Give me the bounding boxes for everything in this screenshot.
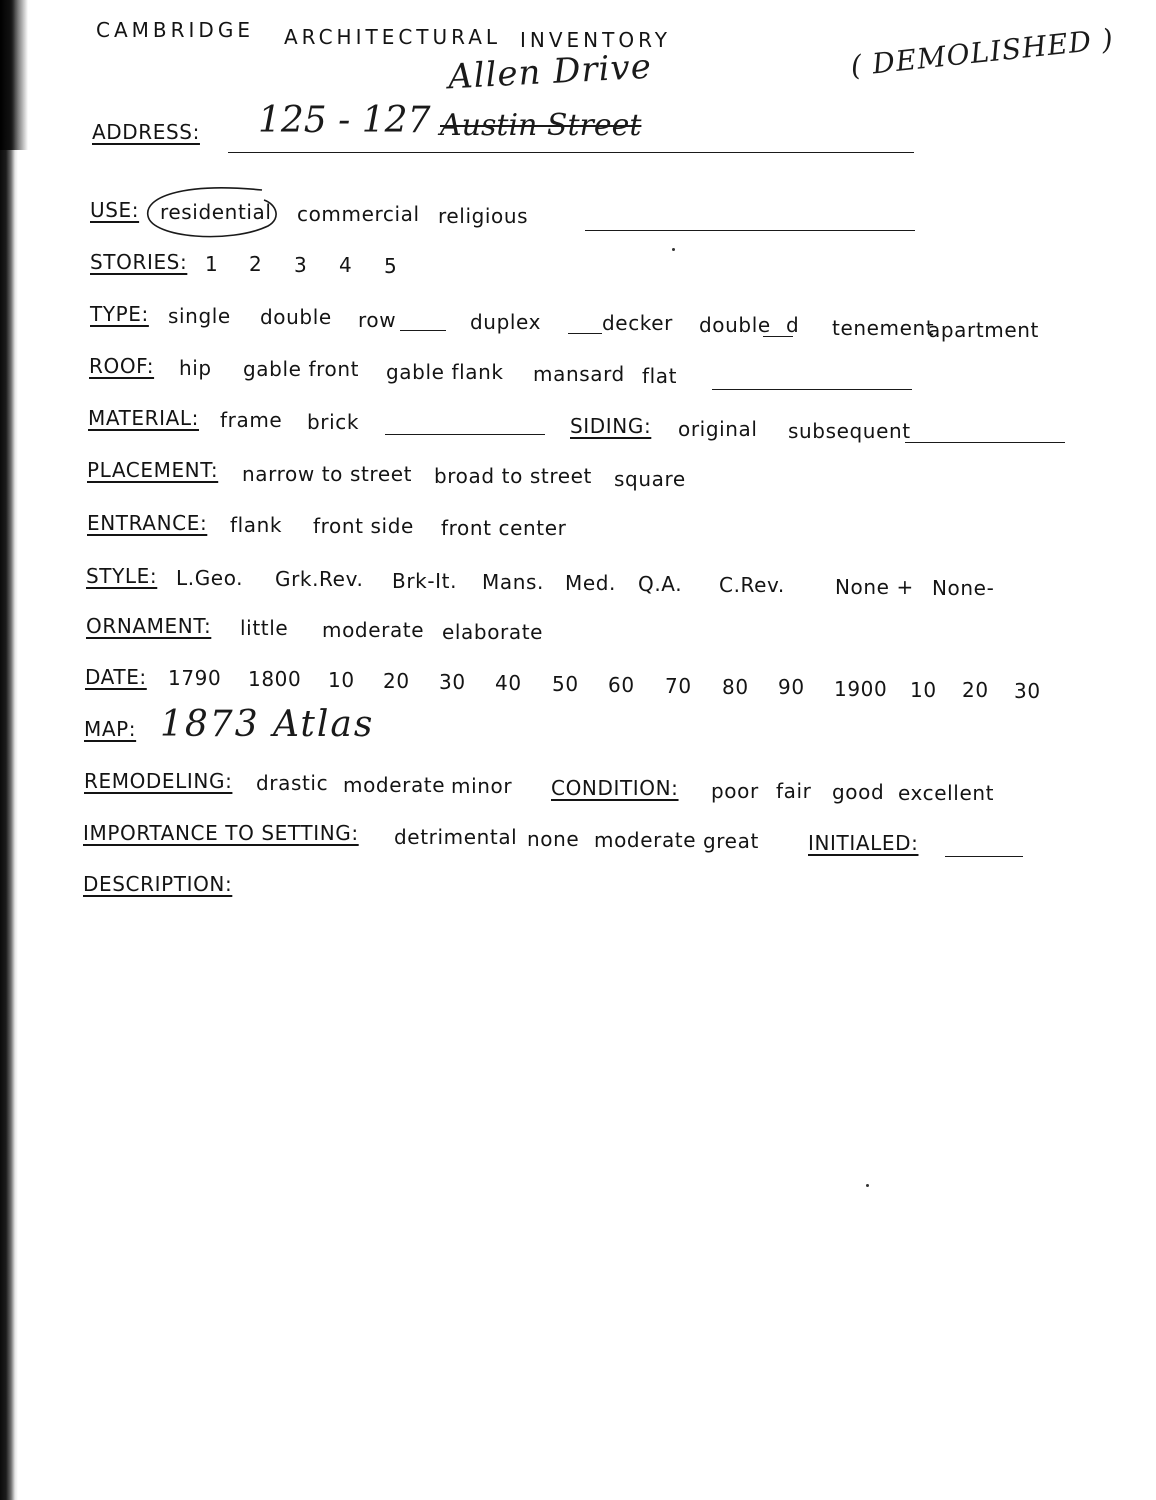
siding-subsequent: subsequent [788, 419, 911, 443]
date-30: 30 [439, 670, 466, 694]
roof-label: ROOF: [89, 354, 155, 378]
address-number-handwritten: 125 - 127 [258, 100, 431, 141]
date-70: 70 [665, 674, 692, 698]
condition-poor: poor [711, 779, 759, 803]
type-duplex: duplex [470, 310, 542, 334]
style-label: STYLE: [86, 564, 158, 588]
placement-narrow: narrow to street [242, 462, 413, 486]
replacement-street-handwritten: Allen Drive [447, 46, 653, 98]
type-apartment: apartment [928, 318, 1039, 342]
type-double-2: double [699, 313, 771, 337]
style-med: Med. [565, 571, 617, 595]
condition-fair: fair [776, 779, 812, 803]
date-1910: 10 [910, 678, 937, 702]
placement-broad: broad to street [434, 464, 592, 488]
style-grkrev: Grk.Rev. [275, 567, 364, 591]
entrance-front-center: front center [441, 516, 567, 540]
roof-flat: flat [642, 364, 678, 388]
stories-3: 3 [294, 253, 308, 277]
remodeling-drastic: drastic [256, 771, 329, 795]
use-label: USE: [90, 198, 140, 222]
header-inventory: INVENTORY [520, 28, 671, 52]
scan-speck [866, 1184, 869, 1187]
roof-hip: hip [179, 356, 212, 380]
style-lgeo: L.Geo. [176, 566, 244, 590]
scan-speck [672, 248, 675, 251]
ornament-little: little [240, 616, 289, 640]
date-20: 20 [383, 669, 410, 693]
style-none-minus: None- [932, 576, 995, 600]
type-label: TYPE: [90, 302, 149, 326]
date-1920: 20 [962, 678, 989, 702]
type-tenement: tenement [832, 316, 935, 340]
ornament-elaborate: elaborate [442, 620, 544, 644]
importance-moderate: moderate [594, 828, 697, 852]
initialed-line [945, 856, 1023, 857]
date-90: 90 [778, 675, 805, 699]
style-qa: Q.A. [638, 572, 683, 596]
material-other-line [385, 434, 545, 435]
entrance-label: ENTRANCE: [87, 511, 208, 535]
demolished-note: ( DEMOLISHED ) [848, 22, 1116, 83]
style-mans: Mans. [482, 570, 544, 594]
residential-circle-mark [140, 182, 282, 244]
siding-other-line [905, 442, 1065, 443]
scan-edge-shadow [0, 0, 18, 1500]
stories-5: 5 [384, 254, 398, 278]
placement-label: PLACEMENT: [87, 458, 219, 482]
entrance-front-side: front side [313, 514, 414, 538]
condition-excellent: excellent [898, 781, 995, 805]
struck-street-handwritten: Austin Street [440, 108, 642, 143]
importance-label: IMPORTANCE TO SETTING: [83, 821, 359, 845]
remodeling-label: REMODELING: [84, 769, 233, 793]
header-cambridge: CAMBRIDGE [96, 18, 254, 42]
importance-great: great [703, 829, 759, 853]
stories-1: 1 [205, 252, 219, 276]
importance-none: none [527, 827, 580, 851]
style-none-plus: None + [835, 575, 914, 599]
type-double: double [260, 305, 332, 329]
use-other-line [585, 230, 915, 231]
address-label: ADDRESS: [92, 120, 200, 144]
scan-edge-shadow-top [0, 0, 40, 150]
stories-4: 4 [339, 253, 353, 277]
map-label: MAP: [84, 717, 137, 741]
ornament-moderate: moderate [322, 618, 425, 642]
roof-gable-flank: gable flank [386, 360, 504, 384]
initialed-label: INITIALED: [808, 831, 919, 855]
condition-label: CONDITION: [551, 776, 679, 800]
date-10: 10 [328, 668, 355, 692]
ornament-label: ORNAMENT: [86, 614, 212, 638]
date-40: 40 [495, 671, 522, 695]
material-label: MATERIAL: [88, 406, 199, 430]
material-brick: brick [307, 410, 360, 434]
use-commercial: commercial [297, 202, 420, 226]
header-architectural: ARCHITECTURAL [284, 25, 502, 49]
date-1790: 1790 [168, 666, 222, 690]
use-religious: religious [438, 204, 529, 228]
siding-original: original [678, 417, 758, 441]
type-decker-blank [568, 333, 602, 334]
style-crev: C.Rev. [719, 573, 785, 597]
date-1800: 1800 [248, 667, 302, 691]
type-row-blank [400, 330, 446, 331]
condition-good: good [832, 780, 885, 804]
date-1930: 30 [1014, 679, 1041, 703]
use-residential: residential [160, 200, 272, 224]
date-label: DATE: [85, 665, 147, 689]
roof-other-line [712, 389, 912, 390]
address-line [228, 152, 914, 153]
type-decker: decker [602, 311, 673, 335]
type-single: single [168, 304, 231, 328]
map-value-handwritten: 1873 Atlas [160, 704, 375, 745]
siding-label: SIDING: [570, 414, 652, 438]
date-80: 80 [722, 675, 749, 699]
date-50: 50 [552, 672, 579, 696]
roof-mansard: mansard [533, 362, 625, 386]
placement-square: square [614, 467, 686, 491]
roof-gable-front: gable front [243, 357, 360, 381]
remodeling-minor: minor [451, 774, 513, 798]
material-frame: frame [220, 408, 283, 432]
description-label: DESCRIPTION: [83, 872, 233, 896]
stories-label: STORIES: [90, 250, 188, 274]
stories-2: 2 [249, 252, 263, 276]
entrance-flank: flank [230, 513, 283, 537]
type-row: row [358, 308, 397, 332]
remodeling-moderate: moderate [343, 773, 446, 797]
importance-detrimental: detrimental [394, 825, 518, 849]
style-brkit: Brk-It. [392, 569, 458, 593]
type-d: d [786, 313, 800, 337]
date-1900: 1900 [834, 677, 888, 701]
date-60: 60 [608, 673, 635, 697]
